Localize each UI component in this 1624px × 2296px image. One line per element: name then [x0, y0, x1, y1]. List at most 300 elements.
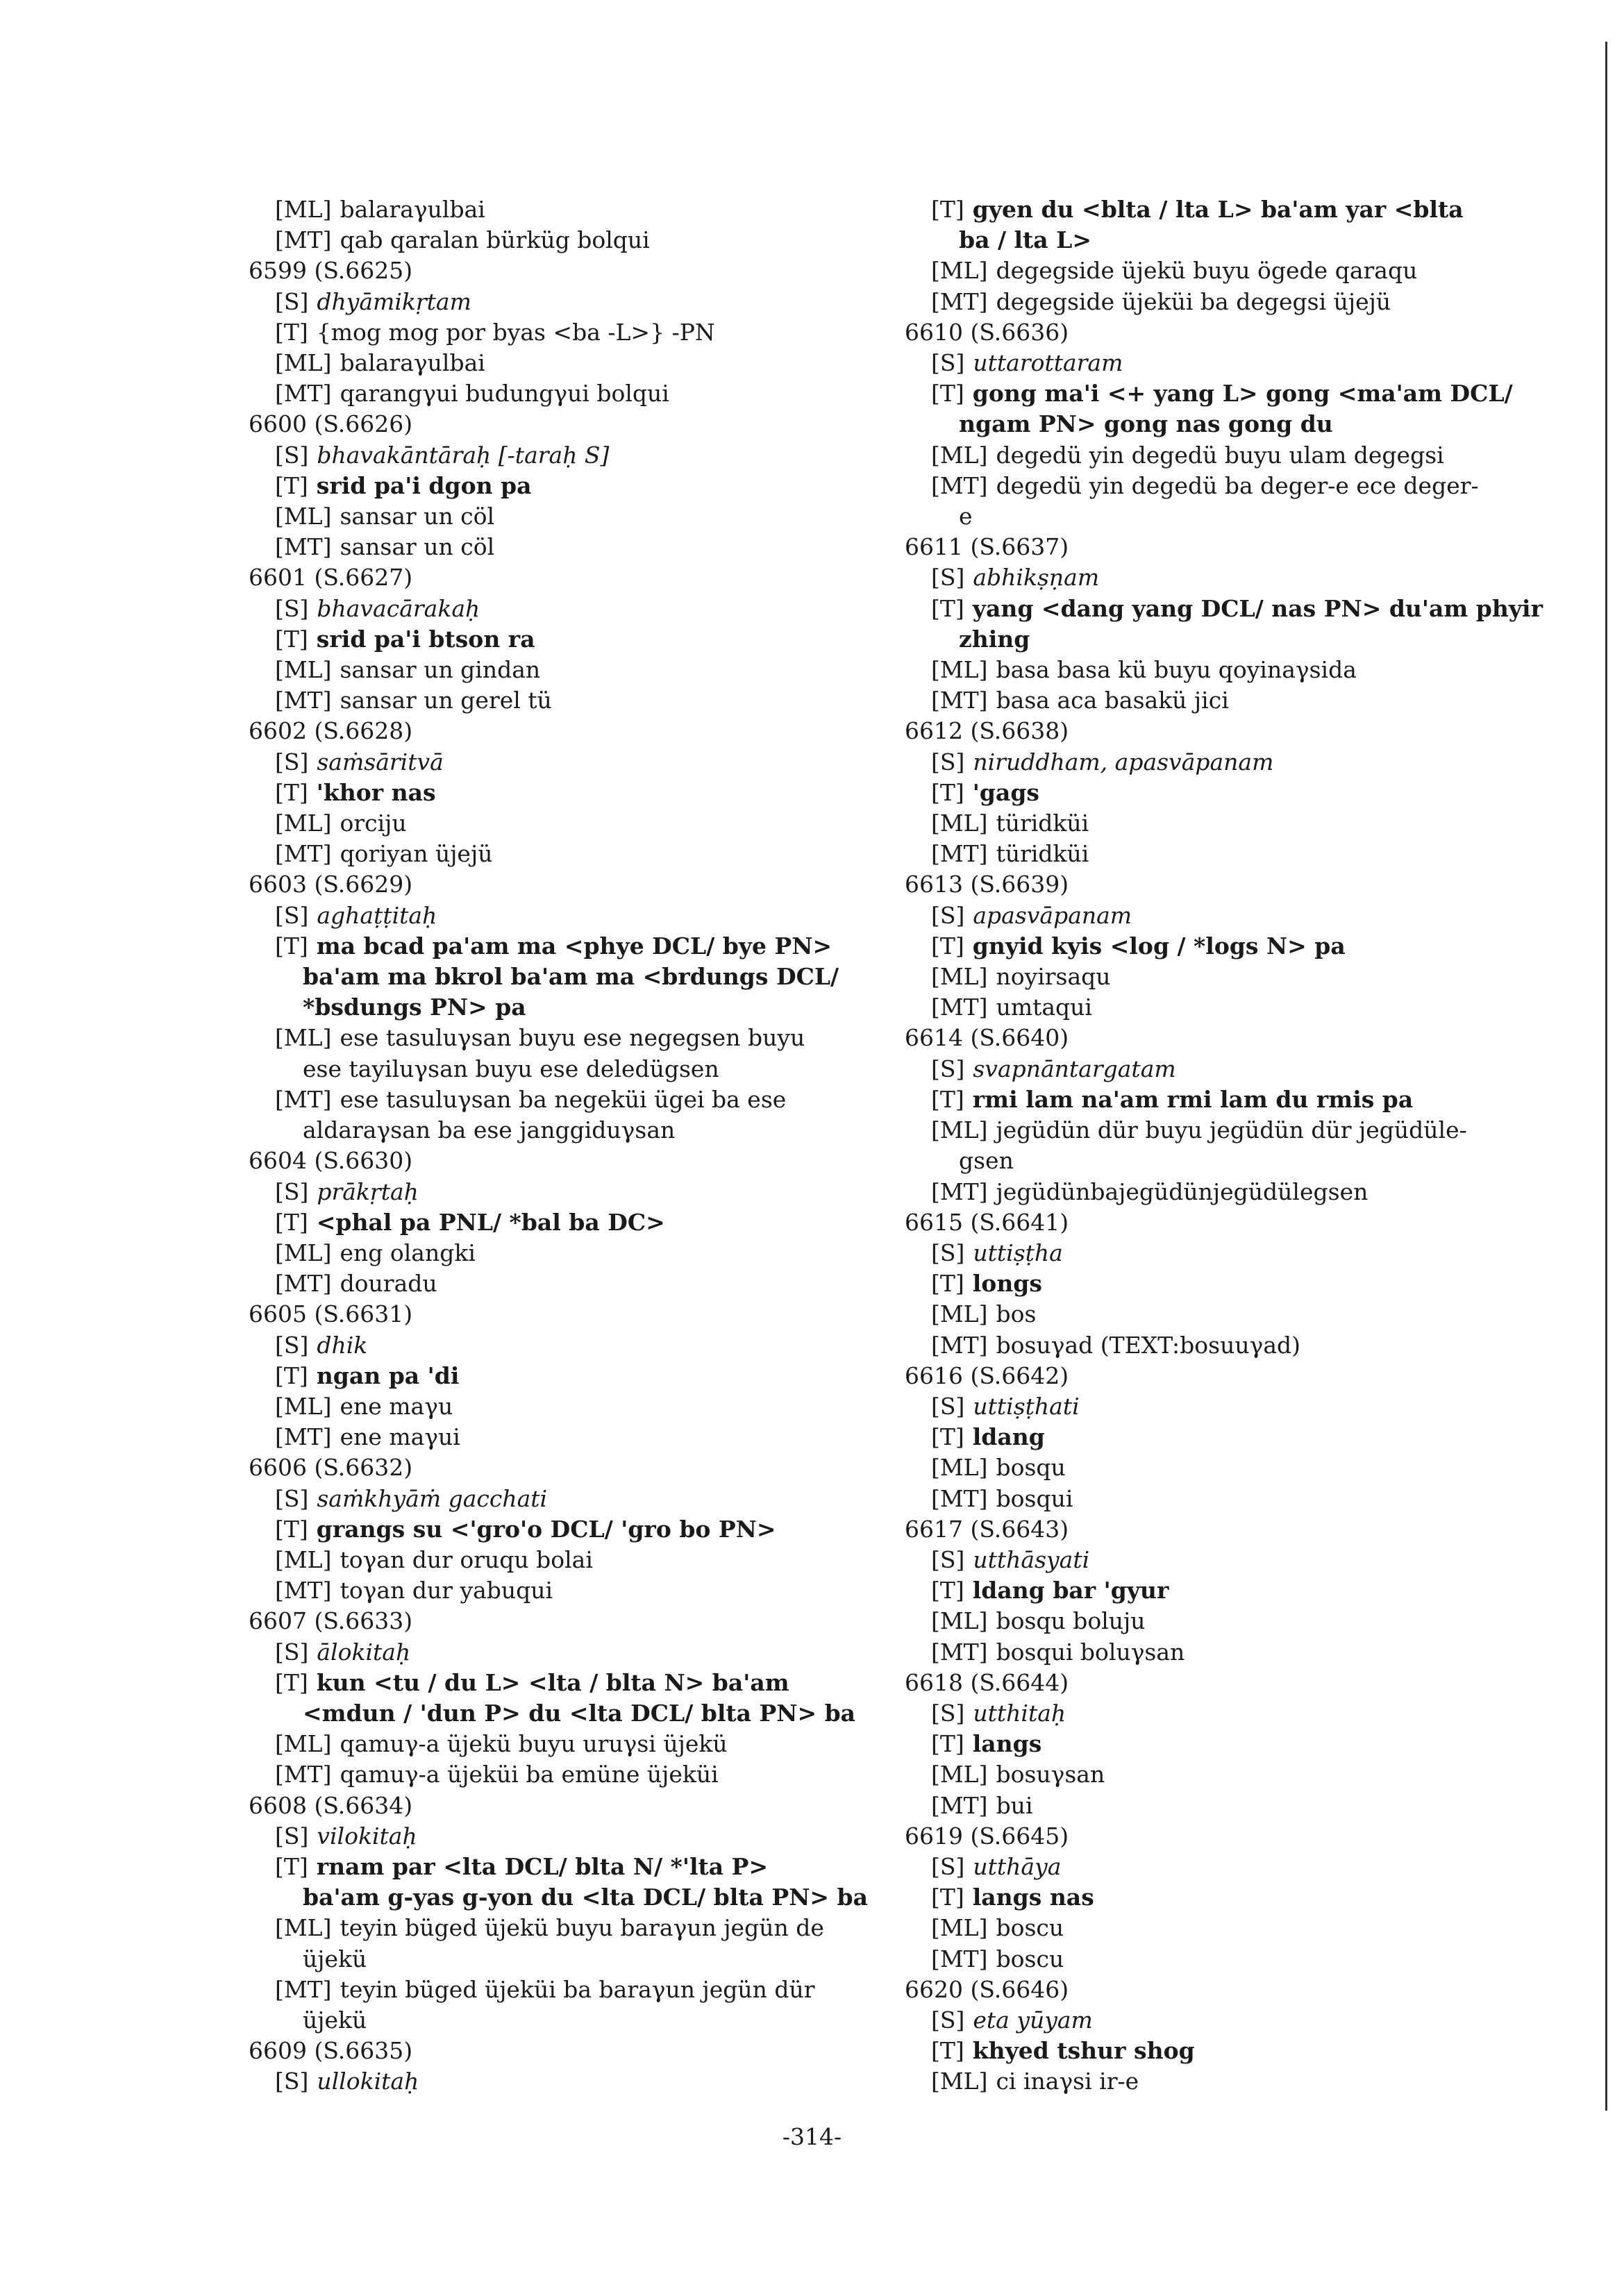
field-value: niruddham, apasvāpanam	[973, 748, 1274, 776]
continuation-text: ba'am g-yas g-yon du <lta DCL/ blta PN> ba	[303, 1884, 868, 1911]
field-tag: [S]	[275, 748, 309, 776]
field-tag: [ML]	[275, 196, 332, 223]
field-tag: [ML]	[931, 441, 988, 469]
field-value: abhikṣṇam	[973, 564, 1100, 592]
field-value: bos	[996, 1300, 1037, 1328]
field-line	[249, 1238, 873, 1268]
entry-number	[249, 255, 873, 286]
field-line	[905, 1852, 1530, 1882]
field-tag: [S]	[275, 287, 309, 315]
field-value: toγan dur yabuqui	[340, 1577, 553, 1604]
entry-number-text: 6599 (S.6625)	[249, 257, 413, 285]
entry-number	[905, 869, 1530, 900]
continuation-text: ba / lta L>	[959, 226, 1091, 254]
field-line	[905, 1545, 1530, 1575]
entry-number	[905, 1361, 1530, 1391]
field-value: kun <tu / du L> <lta / blta N> ba'am	[316, 1668, 789, 1696]
field-line	[249, 1084, 873, 1115]
field-line	[905, 1606, 1530, 1636]
field-line	[249, 348, 873, 378]
field-value: vilokitaḥ	[317, 1822, 417, 1850]
entry-number-text: 6605 (S.6631)	[249, 1300, 413, 1328]
field-line	[249, 532, 873, 562]
continuation-text: *bsdungs PN> pa	[303, 994, 526, 1021]
field-tag: [S]	[931, 1239, 965, 1266]
field-tag: [MT]	[931, 994, 988, 1021]
field-line	[249, 440, 873, 471]
field-line	[905, 594, 1543, 624]
field-tag: [S]	[931, 1392, 965, 1420]
entry-number	[905, 1023, 1530, 1053]
field-tag: [S]	[275, 1484, 309, 1512]
field-value: ullokitaḥ	[317, 2068, 419, 2095]
continuation-line	[905, 1146, 1530, 1176]
entry-number-text: 6619 (S.6645)	[905, 1822, 1069, 1850]
field-value: ldang bar 'gyur	[972, 1577, 1169, 1604]
field-line	[249, 685, 873, 716]
field-line	[249, 1975, 873, 2005]
field-tag: [T]	[931, 1884, 964, 1911]
field-tag: [T]	[275, 1668, 308, 1696]
field-line	[905, 2036, 1530, 2066]
field-tag: [S]	[931, 901, 965, 929]
field-tag: [MT]	[931, 840, 988, 868]
field-tag: [T]	[931, 1085, 964, 1113]
field-tag: [T]	[275, 318, 308, 346]
field-value: 'khor nas	[316, 778, 436, 806]
entry-number	[905, 1207, 1530, 1238]
field-line	[905, 1177, 1530, 1207]
field-line	[249, 1330, 873, 1361]
field-tag: [S]	[275, 594, 309, 622]
field-tag: [MT]	[275, 226, 332, 254]
field-tag: [T]	[931, 1423, 964, 1451]
field-value: sansar un cöl	[340, 533, 495, 561]
field-value: gnyid kyis <log / *logs N> pa	[972, 932, 1346, 960]
field-value: ldang	[972, 1423, 1045, 1451]
field-line	[905, 1698, 1530, 1729]
field-line	[905, 1268, 1530, 1299]
right-column	[905, 194, 1543, 2097]
field-tag: [ML]	[275, 1545, 332, 1573]
field-value: boscu	[996, 1914, 1064, 1942]
continuation-text: aldaraγsan ba ese janggiduγsan	[303, 1116, 676, 1144]
field-value: balaraγulbai	[340, 196, 485, 223]
field-value: bhavacārakaḥ	[317, 594, 480, 622]
field-line	[905, 194, 1530, 225]
field-line	[905, 287, 1530, 317]
field-line	[249, 1759, 873, 1790]
entry-number	[905, 1975, 1530, 2005]
continuation-line	[249, 1882, 873, 1913]
field-tag: [T]	[931, 932, 964, 960]
field-line	[249, 1023, 873, 1053]
field-tag: [S]	[275, 1822, 309, 1850]
field-tag: [S]	[275, 2068, 309, 2095]
continuation-line	[249, 2005, 873, 2036]
field-tag: [S]	[275, 1638, 309, 1666]
field-tag: [MT]	[275, 687, 332, 714]
field-tag: [T]	[931, 380, 964, 408]
field-line	[905, 1330, 1530, 1361]
entry-number	[905, 1668, 1530, 1698]
field-line	[905, 562, 1530, 593]
field-tag: [ML]	[931, 1607, 988, 1635]
entry-number-text: 6610 (S.6636)	[905, 318, 1069, 346]
field-tag: [S]	[275, 441, 309, 469]
field-line	[249, 1637, 873, 1668]
field-tag: [ML]	[931, 2068, 988, 2095]
field-tag: [S]	[931, 349, 965, 377]
field-tag: [ML]	[275, 349, 332, 377]
field-value: bui	[996, 1791, 1033, 1819]
entry-number	[249, 1452, 873, 1483]
field-line	[905, 378, 1530, 409]
page-number: -314-	[782, 2123, 842, 2150]
field-tag: [ML]	[931, 1300, 988, 1328]
field-tag: [ML]	[931, 963, 988, 991]
field-line	[249, 1913, 873, 1943]
field-value: noyirsaqu	[996, 963, 1111, 991]
field-value: apasvāpanam	[973, 901, 1132, 929]
field-tag: [MT]	[931, 1791, 988, 1819]
entry-number-text: 6615 (S.6641)	[905, 1208, 1069, 1236]
field-value: boscu	[996, 1945, 1064, 1972]
field-line	[249, 1268, 873, 1299]
field-line	[249, 1729, 873, 1759]
field-line	[905, 1575, 1530, 1606]
field-value: eng olangki	[340, 1239, 476, 1266]
entry-number	[249, 562, 873, 593]
field-value: ene maγui	[340, 1423, 460, 1451]
field-tag: [S]	[931, 564, 965, 592]
field-tag: [MT]	[931, 1945, 988, 1972]
continuation-line	[905, 624, 1530, 655]
field-value: degedü yin degedü ba deger-e ece deger-	[996, 471, 1479, 499]
field-value: uttarottaram	[973, 349, 1123, 377]
field-line	[905, 2005, 1530, 2036]
field-value: uttiṣṭhati	[973, 1392, 1080, 1420]
continuation-text: gsen	[959, 1147, 1014, 1175]
field-line	[249, 1484, 873, 1514]
entry-number-text: 6606 (S.6632)	[249, 1454, 413, 1482]
field-tag: [S]	[275, 1331, 309, 1359]
field-line	[905, 992, 1530, 1023]
field-value: türidküi	[996, 810, 1089, 837]
field-value: khyed tshur shog	[972, 2037, 1195, 2065]
field-line	[249, 1545, 873, 1575]
field-line	[249, 655, 873, 685]
entry-number	[905, 1514, 1530, 1545]
entry-number	[249, 869, 873, 900]
field-value: srid pa'i dgon pa	[316, 471, 532, 499]
field-line	[905, 1484, 1530, 1514]
continuation-line	[249, 1698, 873, 1729]
field-line	[905, 1238, 1530, 1268]
field-line	[905, 1054, 1530, 1084]
field-line	[249, 624, 873, 655]
continuation-line	[249, 1944, 873, 1975]
entry-number	[905, 1821, 1530, 1852]
field-value: yang <dang yang DCL/ nas PN> du'am phyir	[972, 594, 1543, 622]
field-line	[249, 287, 873, 317]
field-line	[905, 747, 1530, 778]
field-tag: [S]	[275, 1178, 309, 1205]
field-value: degegside üjeküi ba degegsi üjejü	[996, 287, 1391, 315]
continuation-line	[249, 1115, 873, 1146]
continuation-text: zhing	[959, 625, 1030, 653]
field-tag: [MT]	[275, 1270, 332, 1298]
field-tag: [T]	[275, 1852, 308, 1880]
field-line	[905, 348, 1530, 378]
field-tag: [ML]	[931, 810, 988, 837]
entry-number	[249, 1606, 873, 1636]
field-line	[905, 440, 1530, 471]
field-value: ene maγu	[340, 1392, 453, 1420]
entry-number-text: 6616 (S.6642)	[905, 1361, 1069, 1389]
field-value: teyin büged üjeküi ba baraγun jegün dür	[340, 1975, 815, 2003]
field-tag: [MT]	[275, 1085, 332, 1113]
field-value: ese tasuluγsan ba negeküi ügei ba ese	[340, 1085, 787, 1113]
field-value: sansar un cöl	[340, 503, 495, 530]
field-line	[905, 1944, 1530, 1975]
continuation-text: <mdun / 'dun P> du <lta DCL/ blta PN> ba	[303, 1699, 856, 1727]
field-value: utthāya	[973, 1852, 1062, 1880]
entry-number	[905, 716, 1530, 746]
field-value: qab qaralan bürküg bolqui	[340, 226, 650, 254]
field-value: langs nas	[972, 1884, 1094, 1911]
field-tag: [ML]	[275, 1024, 332, 1052]
field-value: sansar un gindan	[340, 656, 541, 684]
field-tag: [T]	[931, 1270, 964, 1298]
field-value: basa basa kü buyu qoyinaγsida	[996, 656, 1357, 684]
entry-number	[249, 1146, 873, 1176]
field-value: 'gags	[972, 778, 1039, 806]
continuation-text: üjekü	[303, 2006, 367, 2034]
field-line	[905, 1084, 1530, 1115]
field-tag: [MT]	[931, 1484, 988, 1512]
field-tag: [ML]	[275, 810, 332, 837]
field-line	[249, 839, 873, 869]
field-tag: [ML]	[275, 1730, 332, 1758]
field-line	[249, 225, 873, 255]
field-value: ma bcad pa'am ma <phye DCL/ bye PN>	[316, 932, 832, 960]
field-line	[905, 1882, 1530, 1913]
field-tag: [MT]	[275, 533, 332, 561]
field-tag: [MT]	[275, 1761, 332, 1788]
entry-number-text: 6620 (S.6646)	[905, 1975, 1069, 2003]
field-line	[249, 501, 873, 532]
field-tag: [MT]	[931, 1331, 988, 1359]
field-value: bosuγad (TEXT:bosuuγad)	[996, 1331, 1301, 1359]
field-value: srid pa'i btson ra	[316, 625, 535, 653]
field-line	[249, 1391, 873, 1422]
field-value: degedü yin degedü buyu ulam degegsi	[996, 441, 1444, 469]
field-line	[905, 255, 1530, 286]
entry-number-text: 6618 (S.6644)	[905, 1668, 1069, 1696]
field-value: uttiṣṭha	[973, 1239, 1063, 1266]
field-tag: [S]	[275, 901, 309, 929]
field-tag: [T]	[275, 471, 308, 499]
continuation-line	[249, 992, 873, 1023]
continuation-line	[249, 1054, 873, 1084]
continuation-text: e	[959, 503, 973, 530]
field-line	[905, 1791, 1530, 1821]
continuation-text: üjekü	[303, 1945, 367, 1972]
field-line	[249, 931, 873, 962]
field-line	[249, 1821, 873, 1852]
field-line	[249, 1422, 873, 1452]
field-value: langs	[972, 1730, 1042, 1758]
entry-number	[249, 1791, 873, 1821]
field-tag: [S]	[931, 1545, 965, 1573]
field-tag: [ML]	[931, 656, 988, 684]
field-line	[905, 1299, 1530, 1330]
field-value: qoriyan üjejü	[340, 840, 493, 868]
field-value: bosqu boluju	[996, 1607, 1146, 1635]
field-line	[905, 931, 1530, 962]
field-tag: [T]	[931, 778, 964, 806]
field-value: aghaṭṭitaḥ	[317, 901, 437, 929]
continuation-line	[249, 962, 873, 992]
field-tag: [ML]	[275, 1392, 332, 1420]
field-value: qamuγ-a üjekü buyu uruγsi üjekü	[340, 1730, 728, 1758]
field-value: türidküi	[996, 840, 1089, 868]
field-tag: [T]	[275, 778, 308, 806]
field-value: dhyāmikṛtam	[317, 287, 471, 315]
field-value: bosqui	[996, 1484, 1073, 1512]
field-tag: [T]	[275, 625, 308, 653]
continuation-text: ngam PN> gong nas gong du	[959, 410, 1333, 438]
entry-number	[249, 2036, 873, 2066]
field-line	[905, 1759, 1530, 1790]
field-value: saṁsāritvā	[317, 748, 444, 776]
field-value: utthitaḥ	[973, 1699, 1066, 1727]
field-value: degegside üjekü buyu ögede qaraqu	[996, 257, 1418, 285]
field-line	[905, 685, 1530, 716]
field-tag: [ML]	[275, 503, 332, 530]
field-tag: [S]	[931, 1852, 965, 1880]
field-value: toγan dur oruqu bolai	[340, 1545, 593, 1573]
field-value: sansar un gerel tü	[340, 687, 552, 714]
entry-number-text: 6607 (S.6633)	[249, 1607, 413, 1635]
field-line	[905, 2066, 1530, 2097]
field-tag: [T]	[275, 1361, 308, 1389]
field-line	[249, 1852, 873, 1882]
field-tag: [MT]	[931, 287, 988, 315]
field-line	[249, 1361, 873, 1391]
entry-number-text: 6604 (S.6630)	[249, 1147, 413, 1175]
field-value: bosqu	[996, 1454, 1066, 1482]
field-line	[905, 1637, 1530, 1668]
entry-number	[905, 317, 1530, 348]
field-value: prākṛtaḥ	[317, 1178, 419, 1205]
field-line	[249, 1207, 873, 1238]
field-tag: [MT]	[275, 380, 332, 408]
entry-number-text: 6611 (S.6637)	[905, 533, 1069, 561]
field-value: <phal pa PNL/ *bal ba DC>	[316, 1208, 665, 1236]
field-value: basa aca basakü jici	[996, 687, 1229, 714]
field-value: ese tasuluγsan buyu ese negegsen buyu	[340, 1024, 805, 1052]
field-value: utthāsyati	[973, 1545, 1090, 1573]
field-value: bhavakāntāraḥ [-taraḥ S]	[317, 441, 610, 469]
field-line	[905, 471, 1530, 501]
field-line	[905, 1452, 1530, 1483]
entry-number	[249, 409, 873, 439]
field-value: jegüdün dür buyu jegüdün dür jegüdüle-	[996, 1116, 1467, 1144]
field-tag: [MT]	[275, 1975, 332, 2003]
entry-number	[249, 1299, 873, 1330]
field-value: balaraγulbai	[340, 349, 485, 377]
field-tag: [T]	[931, 196, 964, 223]
entry-number-text: 6602 (S.6628)	[249, 717, 413, 745]
field-tag: [ML]	[931, 1761, 988, 1788]
field-line	[905, 1391, 1530, 1422]
field-tag: [ML]	[931, 1914, 988, 1942]
field-line	[905, 808, 1530, 839]
field-line	[905, 900, 1530, 931]
field-line	[905, 1729, 1530, 1759]
continuation-text: ba'am ma bkrol ba'am ma <brdungs DCL/	[303, 963, 839, 991]
field-tag: [S]	[931, 748, 965, 776]
field-line	[249, 594, 873, 624]
field-line	[249, 778, 873, 808]
field-value: rmi lam na'am rmi lam du rmis pa	[972, 1085, 1414, 1113]
field-value: dhik	[317, 1331, 368, 1359]
field-tag: [MT]	[275, 1423, 332, 1451]
field-line	[249, 747, 873, 778]
left-column	[249, 194, 873, 2097]
field-tag: [MT]	[931, 1638, 988, 1666]
field-value: eta yūyam	[973, 2006, 1093, 2034]
field-value: gyen du <blta / lta L> ba'am yar <blta	[972, 196, 1464, 223]
continuation-line	[905, 409, 1530, 439]
field-line	[905, 1422, 1530, 1452]
field-value: saṁkhyāṁ gacchati	[317, 1484, 548, 1512]
field-line	[249, 378, 873, 409]
field-line	[905, 1913, 1530, 1943]
entry-number-text: 6609 (S.6635)	[249, 2037, 413, 2065]
field-value: bosqui boluγsan	[996, 1638, 1185, 1666]
continuation-line	[905, 501, 1530, 532]
field-tag: [T]	[931, 1730, 964, 1758]
field-value: {mog mog por byas <ba -L>} -PN	[316, 318, 715, 346]
field-value: ngan pa 'di	[316, 1361, 460, 1389]
field-value: qarangγui budungγui bolqui	[340, 380, 669, 408]
field-line	[249, 1575, 873, 1606]
continuation-text: ese tayiluγsan buyu ese deledügsen	[303, 1055, 719, 1082]
field-tag: [MT]	[275, 1577, 332, 1604]
field-tag: [T]	[275, 932, 308, 960]
field-line	[249, 900, 873, 931]
field-value: jegüdünbajegüdünjegüdülegsen	[996, 1178, 1368, 1205]
entry-number-text: 6601 (S.6627)	[249, 564, 413, 592]
field-tag: [MT]	[931, 1178, 988, 1205]
field-line	[905, 1115, 1530, 1146]
field-tag: [S]	[931, 1699, 965, 1727]
field-value: orciju	[340, 810, 407, 837]
entry-number-text: 6600 (S.6626)	[249, 410, 413, 438]
field-value: grangs su <'gro'o DCL/ 'gro bo PN>	[316, 1515, 776, 1543]
field-tag: [S]	[931, 1055, 965, 1082]
field-tag: [ML]	[275, 656, 332, 684]
entry-number-text: 6614 (S.6640)	[905, 1024, 1069, 1052]
field-line	[905, 778, 1530, 808]
field-value: qamuγ-a üjeküi ba emüne üjeküi	[340, 1761, 719, 1788]
field-value: ci inaγsi ir-e	[996, 2068, 1139, 2095]
continuation-line	[905, 225, 1530, 255]
field-value: umtaqui	[996, 994, 1092, 1021]
